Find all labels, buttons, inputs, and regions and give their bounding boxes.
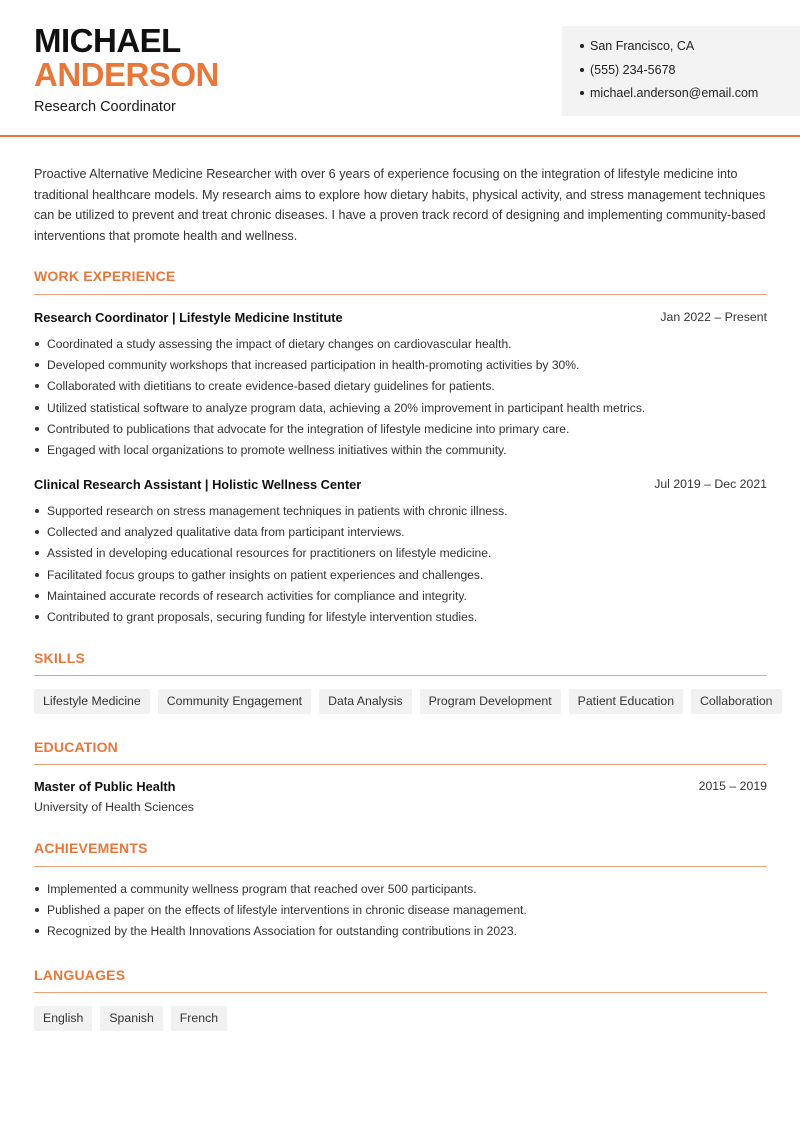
list-item: Engaged with local organizations to promote wellness initiatives within the community. bbox=[34, 442, 767, 463]
section-divider bbox=[34, 294, 767, 295]
achievements-list bbox=[34, 881, 767, 945]
list-item: Maintained accurate records of research activities for compliance and integrity. bbox=[34, 588, 767, 609]
education-degree: Master of Public Health bbox=[34, 779, 176, 794]
list-item: Collected and analyzed qualitative data from participant interviews. bbox=[34, 524, 767, 545]
list-item: Utilized statistical software to analyze program data, achieving a 20% improvement in participant health metrics. bbox=[34, 400, 767, 421]
skill-tag: Data Analysis bbox=[319, 689, 412, 714]
list-item: Recognized by the Health Innovations Association for outstanding contributions in 2023. bbox=[34, 923, 767, 944]
section-divider bbox=[34, 764, 767, 765]
language-tag: Spanish bbox=[100, 1006, 162, 1031]
section-title-education: EDUCATION bbox=[34, 739, 118, 755]
list-item: Published a paper on the effects of lifestyle interventions in chronic disease management. bbox=[34, 902, 767, 923]
list-item: Developed community workshops that increased participation in health-promoting activities by 30%. bbox=[34, 357, 767, 378]
skill-tag: Collaboration bbox=[691, 689, 781, 714]
section-divider bbox=[34, 675, 767, 676]
job-title-2: Clinical Research Assistant | Holistic Wellness Center bbox=[34, 477, 362, 492]
professional-summary: Proactive Alternative Medicine Researcher with over 6 years of experience focusing on the integration of lifestyle medicine into traditional healthcare models. My research aims to explore how dietary habits, physical activity, and stress management techniques can be utilized to prevent and treat chronic diseases. I have a proven track record of designing and implementing community-based interventions that promote health and wellness. bbox=[34, 167, 766, 244]
section-divider bbox=[34, 866, 767, 867]
languages-list bbox=[34, 1006, 227, 1031]
section-title-languages: LANGUAGES bbox=[34, 967, 126, 983]
list-item: Contributed to publications that advocate for the integration of lifestyle medicine into primary care. bbox=[34, 421, 767, 442]
skill-tag: Program Development bbox=[420, 689, 561, 714]
first-name: MICHAEL bbox=[34, 22, 181, 59]
skills-list bbox=[34, 689, 782, 714]
skill-tag: Patient Education bbox=[569, 689, 683, 714]
list-item: Implemented a community wellness program that reached over 500 participants. bbox=[34, 881, 767, 902]
list-item: Supported research on stress management techniques in patients with chronic illness. bbox=[34, 503, 767, 524]
section-title-achievements: ACHIEVEMENTS bbox=[34, 840, 148, 856]
list-item: Coordinated a study assessing the impact of dietary changes on cardiovascular health. bbox=[34, 336, 767, 357]
language-tag: French bbox=[171, 1006, 227, 1031]
job-role: Research Coordinator bbox=[34, 99, 176, 115]
language-tag: English bbox=[34, 1006, 92, 1031]
skill-tag: Lifestyle Medicine bbox=[34, 689, 150, 714]
job-dates-2: Jul 2019 – Dec 2021 bbox=[654, 477, 767, 491]
job-bullets-1 bbox=[34, 336, 767, 463]
education-dates: 2015 – 2019 bbox=[698, 779, 767, 793]
skill-tag: Community Engagement bbox=[158, 689, 311, 714]
contact-phone: (555) 234-5678 bbox=[580, 62, 800, 86]
section-title-skills: SKILLS bbox=[34, 650, 85, 666]
candidate-name bbox=[34, 24, 219, 92]
job-title-1: Research Coordinator | Lifestyle Medicine Institute bbox=[34, 310, 343, 325]
list-item: Assisted in developing educational resources for practitioners on lifestyle medicine. bbox=[34, 545, 767, 566]
education-school: University of Health Sciences bbox=[34, 800, 194, 814]
section-divider bbox=[34, 992, 767, 993]
resume-header bbox=[0, 0, 800, 137]
job-dates-1: Jan 2022 – Present bbox=[660, 310, 767, 324]
contact-box bbox=[562, 26, 800, 116]
list-item: Facilitated focus groups to gather insights on patient experiences and challenges. bbox=[34, 567, 767, 588]
contact-location: San Francisco, CA bbox=[580, 38, 800, 62]
contact-email[interactable]: michael.anderson@email.com bbox=[580, 85, 800, 109]
job-bullets-2 bbox=[34, 503, 767, 630]
list-item: Contributed to grant proposals, securing funding for lifestyle intervention studies. bbox=[34, 609, 767, 630]
last-name: ANDERSON bbox=[34, 56, 219, 93]
section-title-work: WORK EXPERIENCE bbox=[34, 268, 176, 284]
list-item: Collaborated with dietitians to create evidence-based dietary guidelines for patients. bbox=[34, 378, 767, 399]
